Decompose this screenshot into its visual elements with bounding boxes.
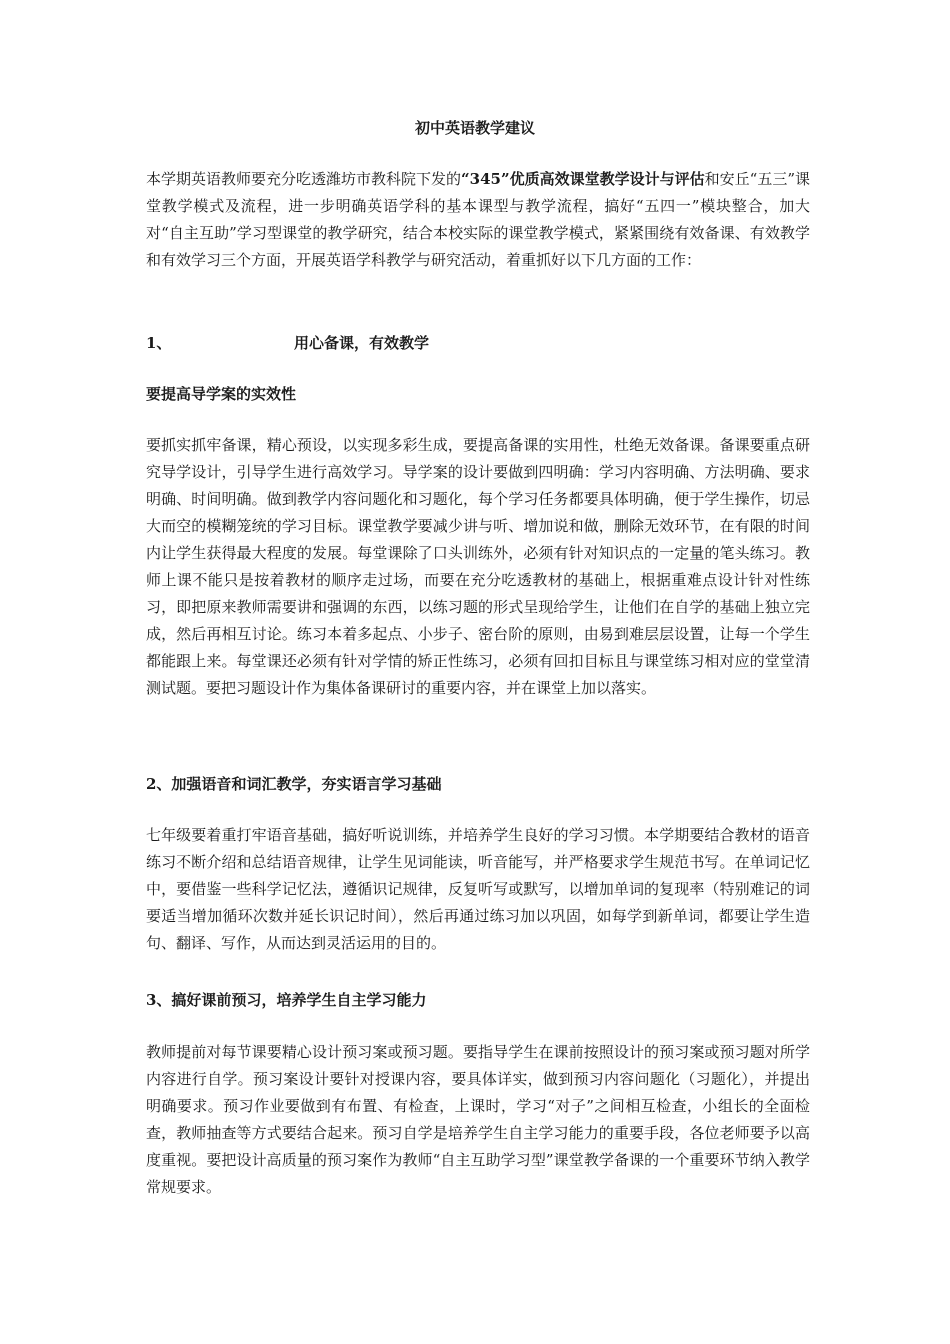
section2-heading: 2、加强语音和词汇教学，夯实语言学习基础 (146, 775, 442, 793)
intro-text-part1: 本学期英语教师要充分吃透潍坊市教科院下发的 (146, 170, 462, 188)
section1-title: 用心备课，有效教学 (294, 334, 430, 352)
intro-emphasis: “345”优质高效课堂教学设计与评估 (461, 170, 705, 188)
intro-text-part2: 和安丘“五三”课堂教学模式及流程，进一步明确英语学科的基本课型与教学流程，搞好“五四一”模块整合，加大对“自主互助”学习型课堂的教学研究，结合本校实际的课堂教学模式，紧紧围绕有效备课、有效教学和有效学习三个方面，开展英语学科教学与研究活动，着重抓好以下几方面的工作： (146, 170, 810, 269)
section2-body: 七年级要着重打牢语音基础，搞好听说训练，并培养学生良好的学习习惯。本学期要结合教材的语音练习不断介绍和总结语音规律，让学生见词能读，听音能写，并严格要求学生规范书写。在单词记忆中，要借鉴一些科学记忆法，遵循识记规律，反复听写或默写，以增加单词的复现率（特别难记的词要适当增加循环次数并延长识记时间），然后再通过练习加以巩固，如每学到新单词，都要让学生造句、翻译、写作，从而达到灵活运用的目的。 (146, 826, 810, 952)
section1-heading (146, 331, 429, 355)
intro-paragraph (146, 166, 810, 274)
section1-subheading: 要提高导学案的实效性 (146, 385, 297, 403)
section3-body: 教师提前对每节课要精心设计预习案或预习题。要指导学生在课前按照设计的预习案或预习题对所学内容进行自学。预习案设计要针对授课内容，要具体详实，做到预习内容问题化（习题化），并提出明确要求。预习作业要做到有布置、有检查，上课时，学习“对子”之间相互检查，小组长的全面检查，教师抽查等方式要结合起来。预习自学是培养学生自主学习能力的重要手段，各位老师要予以高度重视。要把设计高质量的预习案作为教师“自主互助学习型”课堂教学备课的一个重要环节纳入教学常规要求。 (146, 1043, 810, 1196)
document-title: 初中英语教学建议 (414, 119, 535, 137)
section1-number: 1、 (146, 334, 172, 352)
section3-heading: 3、搞好课前预习，培养学生自主学习能力 (146, 991, 427, 1009)
section1-body: 要抓实抓牢备课，精心预设，以实现多彩生成，要提高备课的实用性，杜绝无效备课。备课要重点研究导学设计，引导学生进行高效学习。导学案的设计要做到四明确：学习内容明确、方法明确、要求明确、时间明确。做到教学内容问题化和习题化，每个学习任务都要具体明确，便于学生操作，切忌大而空的模糊笼统的学习目标。课堂教学要减少讲与听、增加说和做，删除无效环节，在有限的时间内让学生获得最大程度的发展。每堂课除了口头训练外，必须有针对知识点的一定量的笔头练习。教师上课不能只是按着教材的顺序走过场，而要在充分吃透教材的基础上，根据重难点设计针对性练习，即把原来教师需要讲和强调的东西，以练习题的形式呈现给学生，让他们在自学的基础上独立完成，然后再相互讨论。练习本着多起点、小步子、密台阶的原则，由易到难层层设置，让每一个学生都能跟上来。每堂课还必须有针对学情的矫正性练习，必须有回扣目标且与课堂练习相对应的堂堂清测试题。要把习题设计作为集体备课研讨的重要内容，并在课堂上加以落实。 (146, 436, 810, 697)
